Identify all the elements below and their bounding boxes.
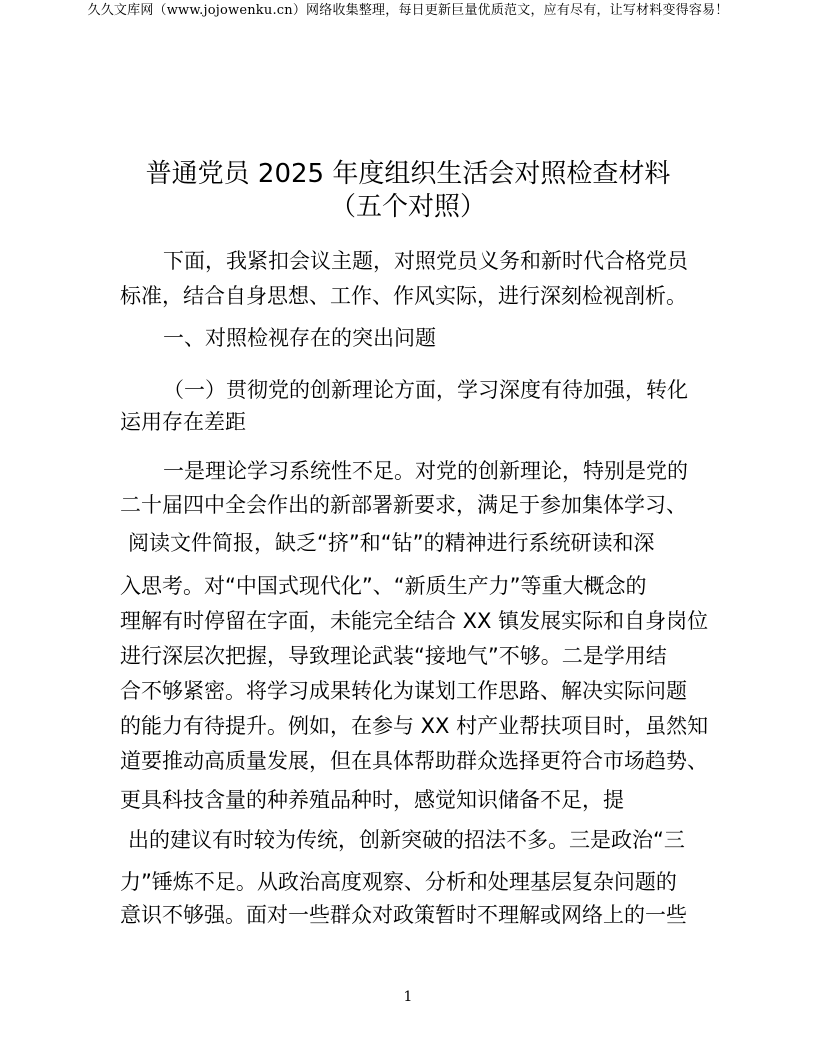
body-line: 阅读文件简报，缺乏“挤”和“钻”的精神进行系统研读和深 xyxy=(128,531,655,555)
body-line: 力”锤炼不足。从政治高度观察、分析和处理基层复杂问题的 xyxy=(120,870,677,894)
body-line: 理解有时停留在字面，未能完全结合 XX 镇发展实际和自身岗位 xyxy=(120,609,709,633)
body-line: 二十届四中全会作出的新部署新要求，满足于参加集体学习、 xyxy=(120,493,687,517)
intro-line-2: 标准，结合自身思想、工作、作风实际，进行深刻检视剖析。 xyxy=(120,284,687,308)
body-line: 出的建议有时较为传统，创新突破的招法不多。三是政治“三 xyxy=(128,828,685,852)
page-number: 1 xyxy=(403,989,413,1005)
intro-line-1: 下面，我紧扣会议主题，对照党员义务和新时代合格党员 xyxy=(163,249,688,273)
document-title-line-2: （五个对照） xyxy=(329,192,486,222)
subsection-heading-line-2: 运用存在差距 xyxy=(120,410,246,434)
body-line: 更具科技含量的种养殖品种时，感觉知识储备不足，提 xyxy=(120,788,624,812)
body-line: 合不够紧密。将学习成果转化为谋划工作思路、解决实际问题 xyxy=(120,679,687,703)
body-line: 一是理论学习系统性不足。对党的创新理论，特别是党的 xyxy=(163,459,688,483)
body-line: 入思考。对“中国式现代化”、“新质生产力”等重大概念的 xyxy=(120,574,647,598)
subsection-heading-line-1: （一）贯彻党的创新理论方面，学习深度有待加强，转化 xyxy=(163,378,688,402)
body-line: 进行深层次把握，导致理论武装“接地气”不够。二是学用结 xyxy=(120,644,667,668)
document-title-line-1: 普通党员 2025 年度组织生活会对照检查材料 xyxy=(145,159,671,189)
body-line: 意识不够强。面对一些群众对政策暂时不理解或网络上的一些 xyxy=(120,903,687,927)
body-line: 道要推动高质量发展，但在具体帮助群众选择更符合市场趋势、 xyxy=(120,749,708,773)
site-header-banner: 久久文库网（www.jojowenku.cn）网络收集整理，每日更新巨量优质范文，应有尽有，让写材料变得容易！ xyxy=(87,3,729,18)
body-line: 的能力有待提升。例如，在参与 XX 村产业帮扶项目时，虽然知 xyxy=(120,714,709,738)
section-heading: 一、对照检视存在的突出问题 xyxy=(163,326,436,350)
